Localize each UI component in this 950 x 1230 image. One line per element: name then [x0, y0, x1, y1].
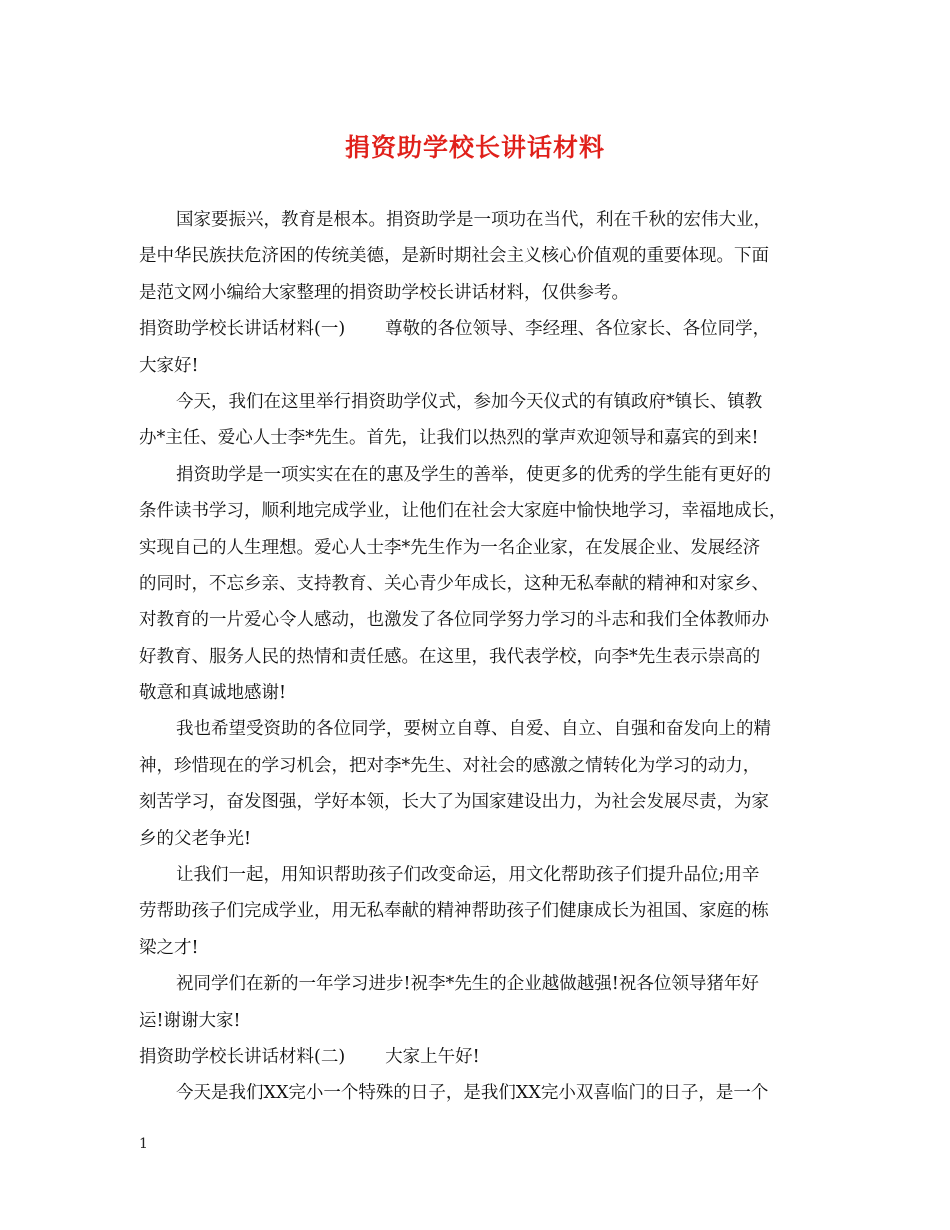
paragraph-line: 对教育的一片爱心令人感动，也激发了各位同学努力学习的斗志和我们全体教师办	[139, 610, 769, 631]
paragraph-line: 劳帮助孩子们完成学业，用无私奉献的精神帮助孩子们健康成长为祖国、家庭的栋	[139, 901, 769, 922]
paragraph-line: 我也希望受资助的各位同学，要树立自尊、自爱、自立、自强和奋发向上的精	[176, 719, 771, 740]
section-text: 尊敬的各位领导、李经理、各位家长、各位同学，	[385, 319, 771, 340]
paragraph-line: 运!谢谢大家!	[139, 1010, 241, 1031]
paragraph-line: 好教育、服务人民的热情和责任感。在这里，我代表学校，向李*先生表示崇高的	[139, 646, 761, 667]
paragraph-line: 今天，我们在这里举行捐资助学仪式，参加今天仪式的有镇政府*镇长、镇教	[176, 391, 763, 412]
section-text: 大家上午好!	[385, 1046, 480, 1067]
document-title: 捐资助学校长讲话材料	[344, 133, 605, 162]
paragraph-line: 梁之才!	[139, 937, 199, 958]
section-heading: 捐资助学校长讲话材料(一)	[139, 319, 346, 340]
page-number: 1	[139, 1136, 148, 1152]
paragraph-line: 捐资助学是一项实实在在的惠及学生的善举，使更多的优秀的学生能有更好的	[176, 464, 771, 485]
paragraph-line: 是范文网小编给大家整理的捐资助学校长讲话材料，仅供参考。	[139, 282, 629, 303]
paragraph-line: 乡的父老争光!	[139, 828, 252, 849]
paragraph-line: 实现自己的人生理想。爱心人士李*先生作为一名企业家，在发展企业、发展经济	[139, 537, 761, 558]
paragraph-line: 祝同学们在新的一年学习进步!祝李*先生的企业越做越强!祝各位领导猪年好	[176, 974, 759, 995]
paragraph-line: 敬意和真诚地感谢!	[139, 683, 287, 704]
paragraph-line: 刻苦学习，奋发图强，学好本领，长大了为国家建设出力，为社会发展尽责，为家	[139, 792, 769, 813]
paragraph-line: 大家好!	[139, 355, 199, 376]
paragraph-line: 今天是我们XX完小一个特殊的日子，是我们XX完小双喜临门的日子，是一个	[176, 1083, 769, 1104]
section-heading: 捐资助学校长讲话材料(二)	[139, 1046, 346, 1067]
paragraph-line: 是中华民族扶危济困的传统美德，是新时期社会主义核心价值观的重要体现。下面	[139, 246, 769, 267]
section-heading-line	[139, 1039, 811, 1075]
paragraph-line: 条件读书学习，顺利地完成学业，让他们在社会大家庭中愉快地学习，幸福地成长，	[139, 501, 787, 522]
paragraph-line: 神，珍惜现在的学习机会，把对李*先生、对社会的感激之情转化为学习的动力，	[139, 755, 761, 776]
paragraph-line: 国家要振兴，教育是根本。捐资助学是一项功在当代，利在千秋的宏伟大业，	[176, 210, 771, 230]
paragraph-line: 的同时，不忘乡亲、支持教育、关心青少年成长，这种无私奉献的精神和对家乡、	[139, 573, 769, 594]
paragraph-line: 让我们一起，用知识帮助孩子们改变命运，用文化帮助孩子们提升品位;用辛	[176, 865, 760, 886]
paragraph-line: 办*主任、爱心人士李*先生。首先，让我们以热烈的掌声欢迎领导和嘉宾的到来!	[139, 428, 759, 449]
section-heading-line	[139, 311, 811, 347]
document-body	[139, 202, 811, 1112]
